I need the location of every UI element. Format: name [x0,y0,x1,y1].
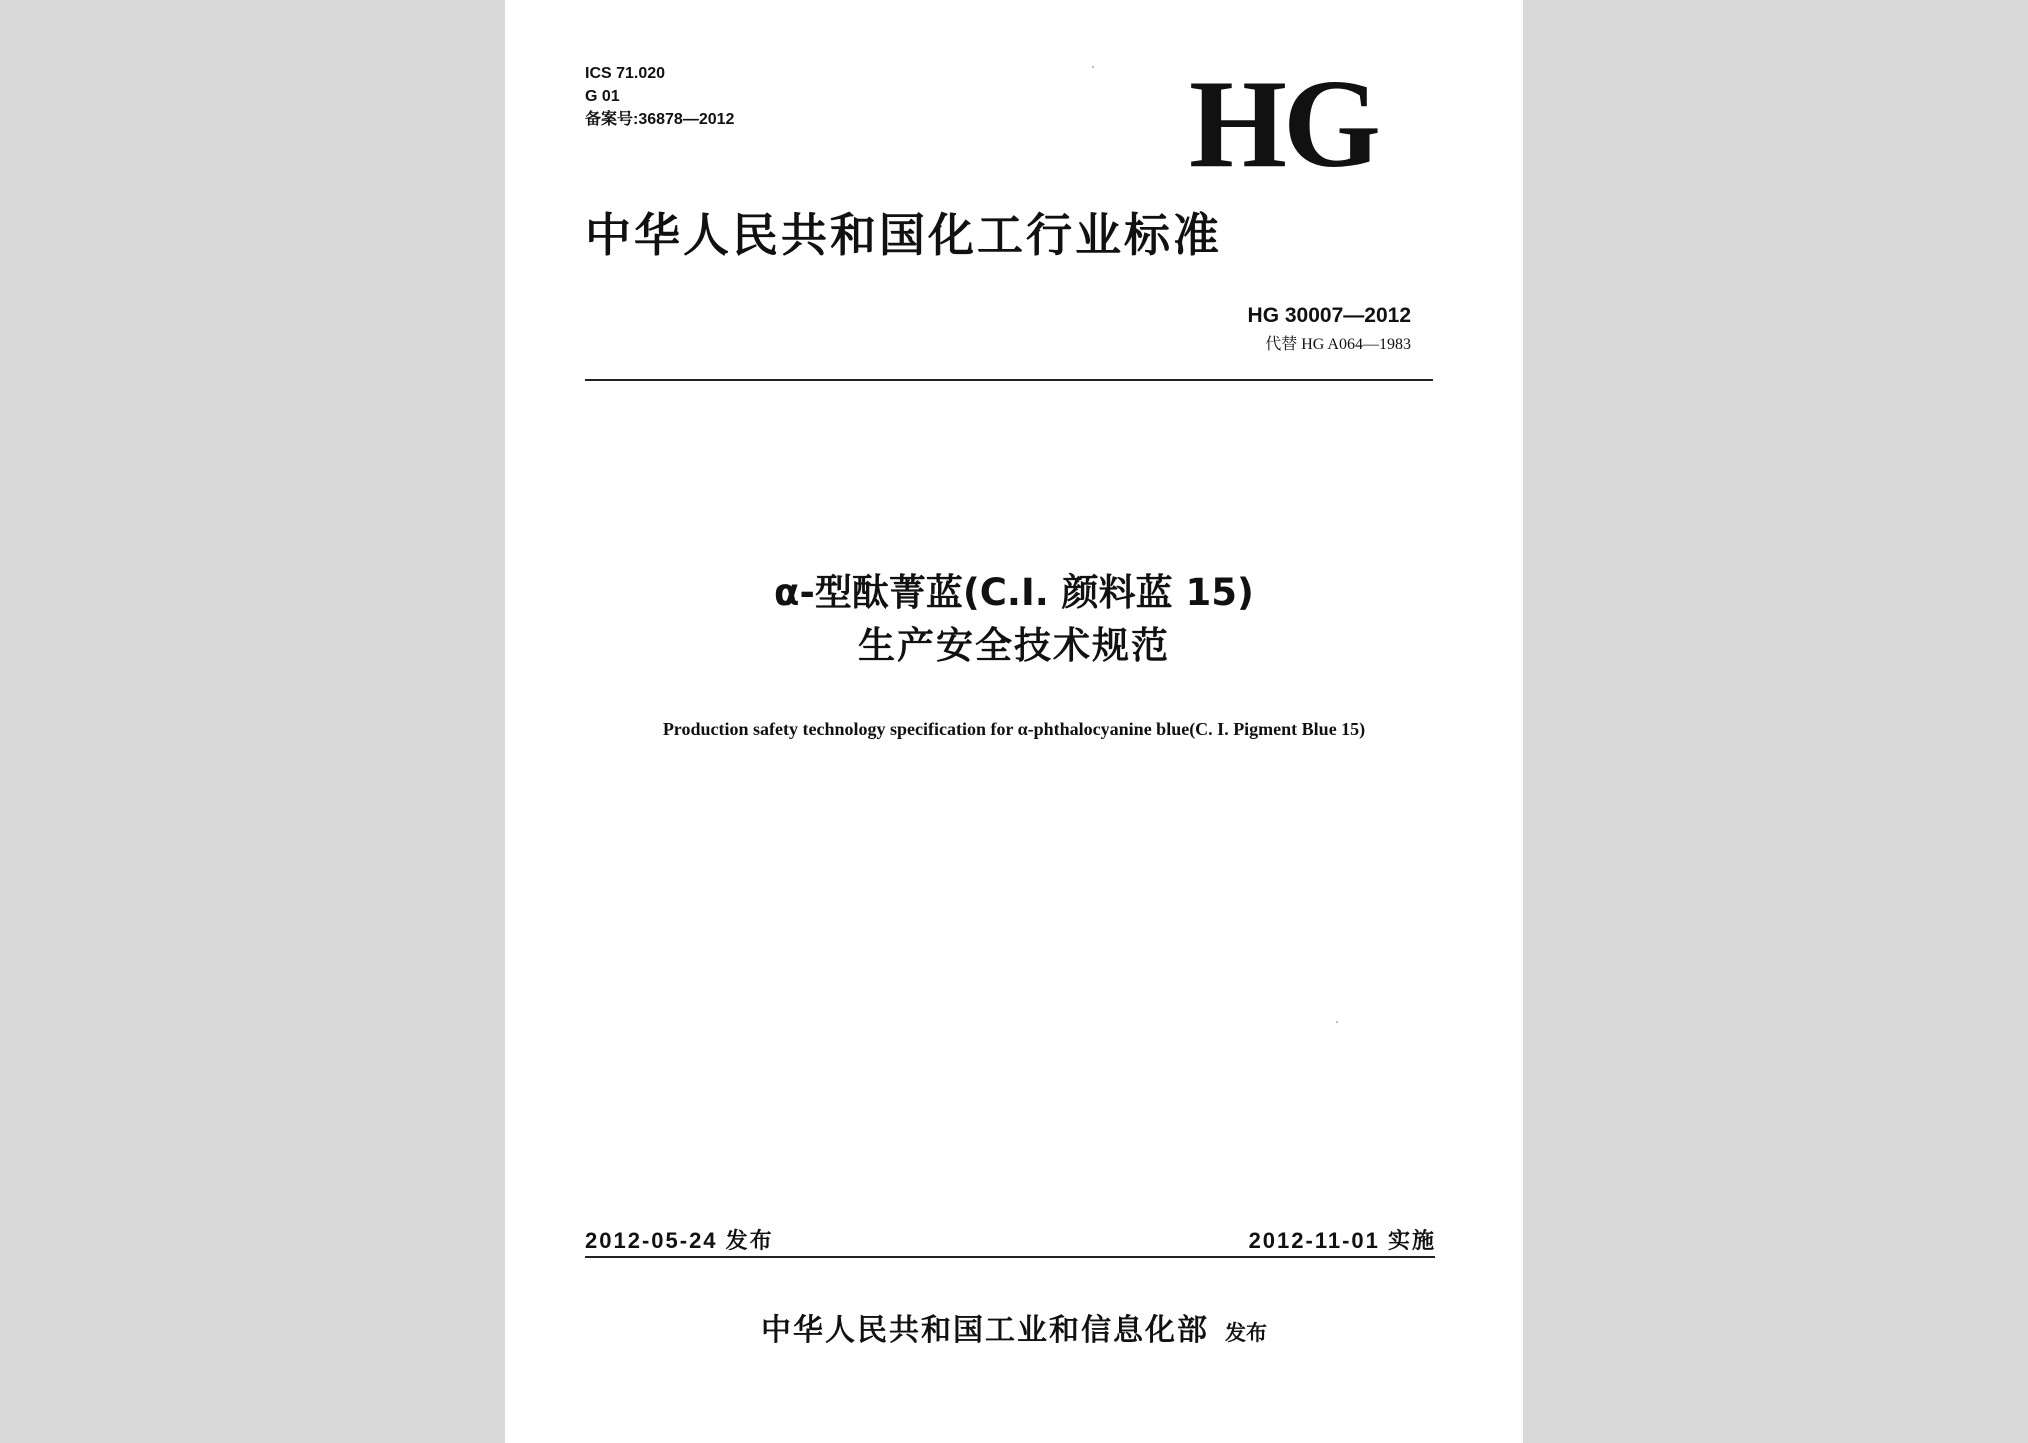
document-title-cn-line1: α-型酞菁蓝(C.I. 颜料蓝 15) [774,571,1254,614]
publisher-action: 发布 [1225,1321,1267,1345]
ccs-code: G 01 [585,88,620,105]
publisher-line [505,1305,1523,1349]
document-title-cn-line2: 生产安全技术规范 [858,624,1170,667]
hg-logo: HG [1188,55,1377,194]
replaces-standard: 代替 HG A064—1983 [1265,336,1411,353]
document-title-en: Production safety technology specification for α-phthalocyanine blue(C. I. Pigment Blue 15) [662,719,1366,739]
scan-speck [1336,1021,1338,1023]
classification-block [585,62,734,131]
publisher-organization: 中华人民共和国工业和信息化部 [761,1313,1209,1348]
industry-standard-title: 中华人民共和国化工行业标准 [585,208,1222,262]
header-divider [585,379,1433,381]
standard-number: HG 30007—2012 [1247,304,1411,327]
footer-divider [585,1256,1435,1258]
issue-date: 2012-05-24 发布 [585,1228,774,1253]
record-number: 备案号:36878—2012 [585,111,735,128]
effective-date: 2012-11-01 实施 [1248,1228,1436,1253]
ics-code: ICS 71.020 [585,65,666,82]
scan-speck [1092,66,1094,68]
